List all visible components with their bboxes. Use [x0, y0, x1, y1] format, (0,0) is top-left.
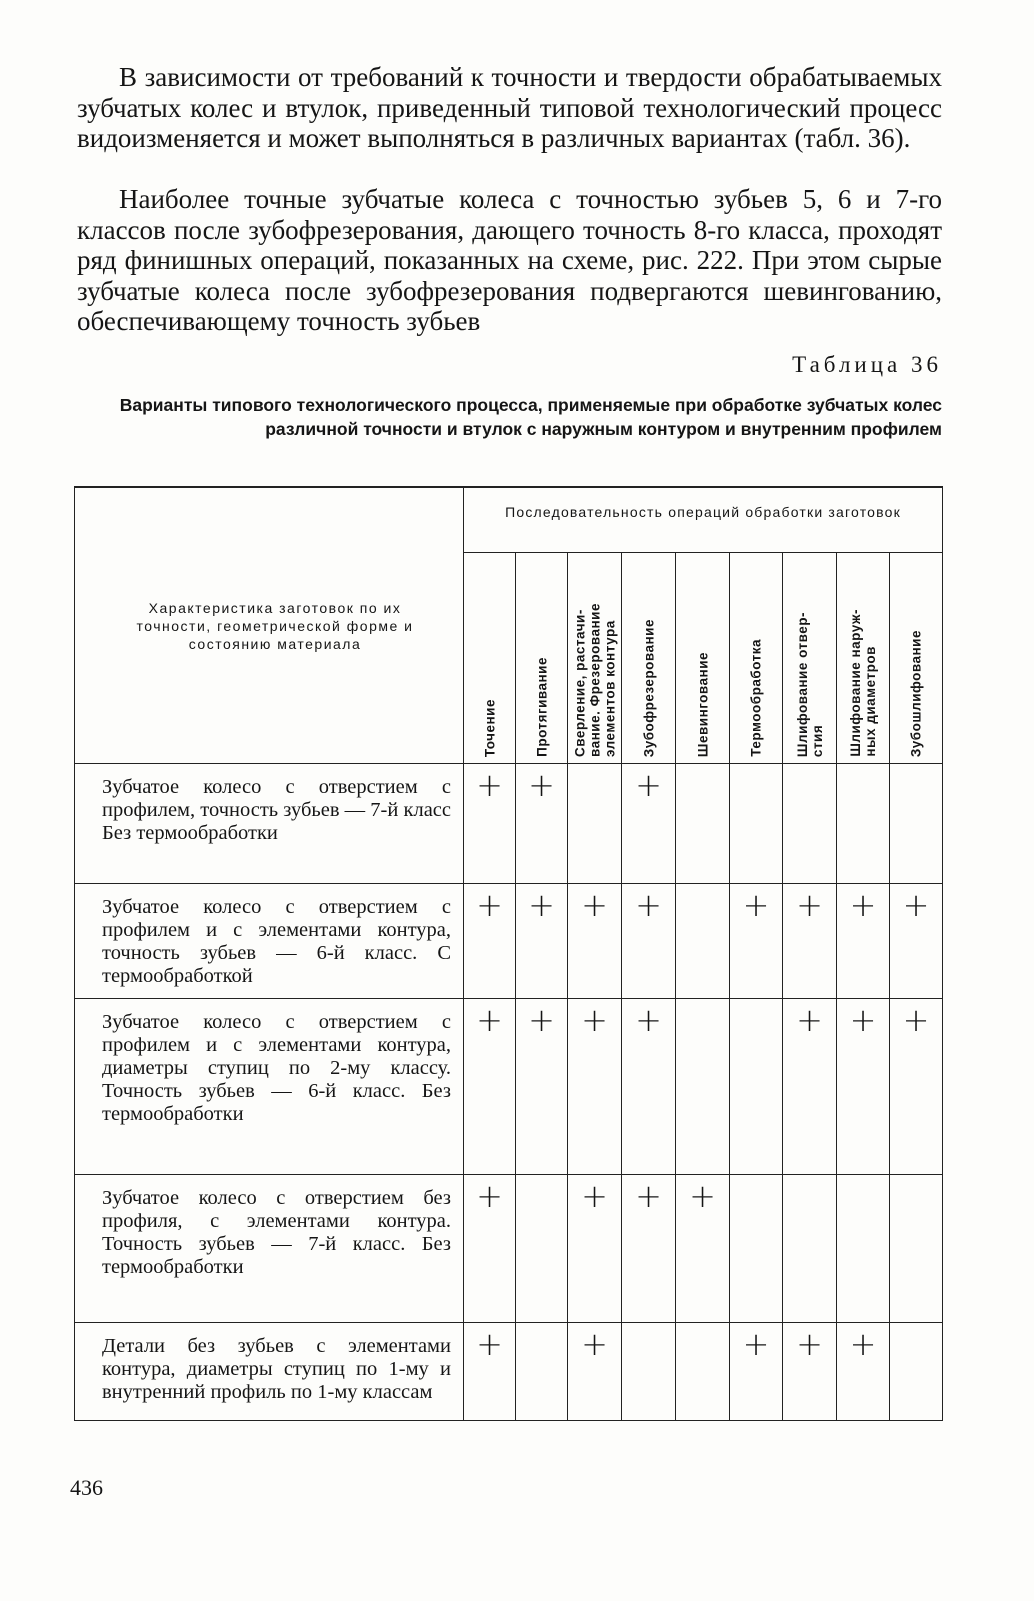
operation-mark [783, 1175, 837, 1323]
operation-mark: + [622, 884, 676, 999]
operation-header [783, 553, 837, 764]
operation-mark: + [783, 999, 837, 1175]
operation-mark: + [568, 884, 622, 999]
operation-mark [568, 764, 622, 884]
operation-mark [890, 1175, 943, 1323]
operation-mark [676, 999, 730, 1175]
operation-mark [676, 764, 730, 884]
operation-header-label: Сверление, растачи- вание. Фрезерование элементов контура [572, 603, 617, 757]
operation-mark: + [568, 999, 622, 1175]
table-row [75, 1323, 943, 1421]
operation-mark [676, 884, 730, 999]
operation-mark: + [676, 1175, 730, 1323]
operation-mark: + [622, 764, 676, 884]
operation-header [516, 553, 568, 764]
operation-mark: + [516, 999, 568, 1175]
operation-mark [730, 1175, 783, 1323]
operation-mark: + [568, 1175, 622, 1323]
operation-mark [676, 1323, 730, 1421]
operation-mark: + [568, 1323, 622, 1421]
operation-mark: + [730, 884, 783, 999]
operation-header [890, 553, 943, 764]
table-row [75, 884, 943, 999]
operation-mark [730, 999, 783, 1175]
page-number: 436 [70, 1475, 103, 1500]
operation-mark [622, 1323, 676, 1421]
operation-mark [837, 1175, 890, 1323]
operation-mark: + [464, 884, 516, 999]
row-description: Детали без зубьев с элементами контура, диаметры ступиц по 1-му и внутренний профиль по 1-му классам [75, 1323, 464, 1421]
operations-group-header: Последовательность операций обработки заготовок [464, 487, 943, 553]
operation-mark [837, 764, 890, 884]
operation-header-label: Шлифование отвер- стия [794, 611, 825, 757]
operation-mark: + [783, 884, 837, 999]
operation-header [730, 553, 783, 764]
row-description: Зубчатое колесо с отверстием с профилем, точность зубьев — 7-й класс Без термообработки [75, 764, 464, 884]
operation-header [676, 553, 730, 764]
operation-header [568, 553, 622, 764]
operation-mark [516, 1175, 568, 1323]
operation-header-label: Шевингование [695, 651, 710, 757]
operation-mark [890, 764, 943, 884]
operation-header [464, 553, 516, 764]
operation-mark: + [516, 764, 568, 884]
operation-header [622, 553, 676, 764]
operation-mark [730, 764, 783, 884]
operation-header-label: Зубошлифование [908, 629, 924, 757]
operations-table [74, 486, 943, 1421]
paragraph-2: Наиболее точные зубчатые колеса с точностью зубьев 5, 6 и 7-го классов после зубофрезерования, дающего точность 8-го класса, проходят ряд финишных операций, показанных на схеме, рис. 222. При этом сырые зубчатые колеса после зубофрезерования подвергаются шевингованию, обеспечивающему точность зубьев [77, 184, 942, 336]
operation-mark: + [837, 1323, 890, 1421]
operation-header-label: Зубофрезерование [641, 618, 656, 757]
operation-mark: + [464, 1175, 516, 1323]
operation-mark: + [890, 884, 943, 999]
operation-mark: + [516, 884, 568, 999]
characteristic-header: Характеристика заготовок по их точности, геометрической форме и состоянию материала [75, 487, 464, 764]
operation-mark: + [783, 1323, 837, 1421]
operation-mark [783, 764, 837, 884]
operation-mark: + [837, 884, 890, 999]
operation-mark: + [890, 999, 943, 1175]
operation-mark: + [464, 764, 516, 884]
operation-mark: + [622, 999, 676, 1175]
operation-mark: + [464, 1323, 516, 1421]
table-row [75, 1175, 943, 1323]
operation-header-label: Термообработка [748, 639, 764, 757]
operation-mark: + [464, 999, 516, 1175]
table-title: Варианты типового технологического процесса, применяемые при обработке зубчатых колес различной точности и втулок с наружным контуром и внутренним профилем [119, 395, 942, 439]
table-row [75, 764, 943, 884]
operation-header-label: Точение [482, 698, 497, 757]
paragraph-1: В зависимости от требований к точности и твердости обрабатываемых зубчатых колес и втулок, приведенный типовой технологический процесс видоизменяется и может выполняться в различных вариантах (табл. 36). [77, 62, 942, 153]
table-number: Таблица 36 [792, 352, 942, 377]
operation-header-label: Шлифование наруж- ных диаметров [848, 609, 878, 757]
operation-header-label: Протягивание [534, 657, 549, 757]
operation-mark: + [837, 999, 890, 1175]
table-row [75, 999, 943, 1175]
operation-mark [890, 1323, 943, 1421]
operation-mark: + [730, 1323, 783, 1421]
row-description: Зубчатое колесо с отверстием с профилем и с элементами контура, точность зубьев — 6-й класс. С термообработкой [75, 884, 464, 999]
operation-mark [516, 1323, 568, 1421]
operation-header [837, 553, 890, 764]
operation-mark: + [622, 1175, 676, 1323]
row-description: Зубчатое колесо с отверстием без профиля, с элементами контура. Точность зубьев — 7-й класс. Без термообработки [75, 1175, 464, 1323]
row-description: Зубчатое колесо с отверстием с профилем и с элементами контура, диаметры ступиц по 2-му классу. Точность зубьев — 6-й класс. Без термообработки [75, 999, 464, 1175]
